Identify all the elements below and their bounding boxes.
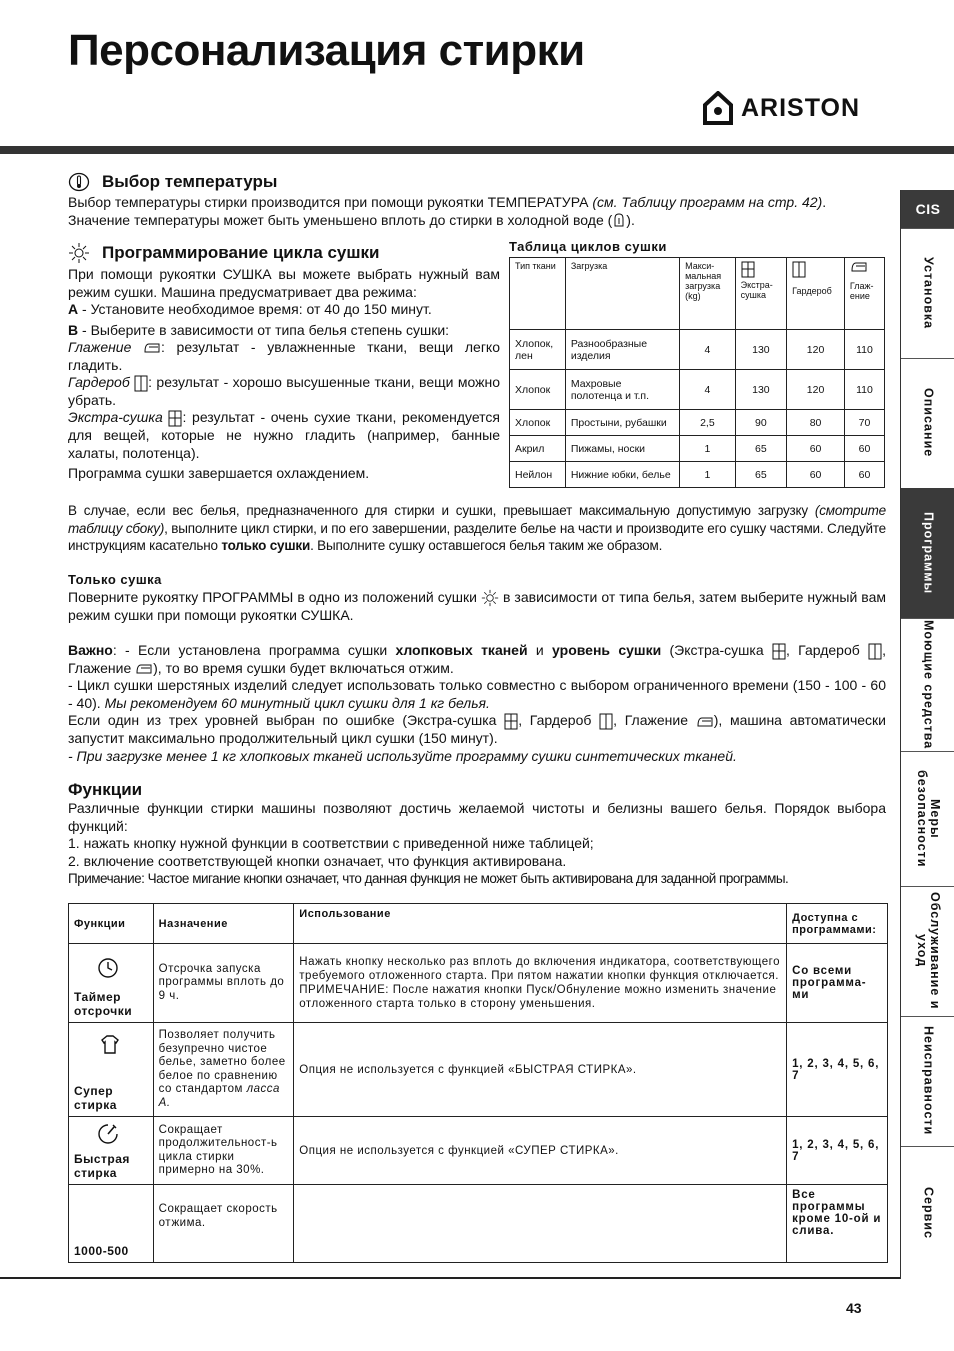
wardrobe-icon xyxy=(792,261,806,278)
sidebar-item-label: Моющие средства xyxy=(921,619,936,750)
wardrobe-icon xyxy=(134,375,148,392)
iron-icon xyxy=(850,261,868,273)
drying-sun-icon xyxy=(481,589,499,607)
drying-heading: Программирование цикла сушки xyxy=(102,243,380,262)
sidebar-item-cis[interactable] xyxy=(901,190,954,229)
functions-note: Примечание: Частое мигание кнопки означает, что данная функция не может быть активирована для заданной программы. xyxy=(68,871,789,886)
cold-water-icon xyxy=(612,213,626,228)
table-row: 1000-500 Сокращает скорость отжима. Все программы кроме 10-ой и слива. xyxy=(69,1185,888,1263)
sidebar-item-label: Меры безопасности xyxy=(915,769,942,868)
brand-name: ARISTON xyxy=(741,93,861,122)
drying-cycles-table xyxy=(509,257,885,488)
quick-wash-icon xyxy=(96,1122,120,1146)
dry-table-title: Таблица циклов сушки xyxy=(509,239,667,254)
sidebar-item-label: CIS xyxy=(915,200,941,217)
dry-only-text: Поверните рукоятку ПРОГРАММЫ в одно из положений сушки в зависимости от типа белья, затем выберите нужный вам режим сушки при помощи рукоятки СУШКА. xyxy=(68,589,886,624)
table-row: Нейлон Нижние юбки, белье 1 65 60 60 xyxy=(510,462,885,488)
drying-section xyxy=(68,242,500,483)
sidebar-item-maintenance[interactable] xyxy=(901,886,954,1017)
drying-wardrobe: Гардероб : результат - хорошо высушенные ткани, вещи можно убрать. xyxy=(68,374,500,408)
extra-dry-icon xyxy=(504,713,518,730)
header-max: Макси-мальная загрузка (kg) xyxy=(680,258,736,330)
header-extra: Экстра-сушка xyxy=(735,258,787,330)
functions-heading: Функции xyxy=(68,780,143,799)
important-p2: - Цикл сушки шерстяных изделий следует использовать только совместно с выбором ограниченного времени (150 - 100 - 60 - 40). Мы рекомендуем 60 минутный цикл сушки для 1 кг белья. xyxy=(68,677,886,711)
header-iron: Глаж-ение xyxy=(844,258,884,330)
sidebar-item-troubleshooting[interactable] xyxy=(901,1016,954,1147)
sidebar-item-installation[interactable] xyxy=(901,228,954,359)
header-func: Функции xyxy=(69,904,154,944)
sidebar xyxy=(900,190,954,1279)
clock-icon xyxy=(96,956,120,980)
important-p4: - При загрузке менее 1 кг хлопковых тканей используйте программу сушки синтетических тканей. xyxy=(68,747,737,764)
header-type: Тип ткани xyxy=(510,258,566,330)
table-row: Хлопок, лен Разнообразные изделия 4 130 120 110 xyxy=(510,330,885,370)
header-bar xyxy=(0,146,954,154)
dry-only-heading: Только сушка xyxy=(68,572,162,587)
temperature-heading: Выбор температуры xyxy=(102,172,278,191)
sidebar-item-service[interactable] xyxy=(901,1146,954,1279)
extra-dry-icon xyxy=(741,261,755,278)
function-spin-1000-500: 1000-500 xyxy=(69,1185,154,1263)
functions-table xyxy=(68,903,888,1263)
header-avail: Доступна с программами: xyxy=(787,904,888,944)
table-row: Быстрая стирка Сокращает продолжительност-ь цикла стирки примерно на 30%. Опция не используется с функцией «СУПЕР СТИРКА». 1, 2, 3, 4, 5, 6, 7 xyxy=(69,1117,888,1185)
page-number: 43 xyxy=(846,1300,862,1316)
drying-sun-icon xyxy=(68,242,90,264)
important-p3: Если один из трех уровней выбран по ошибке (Экстра-сушка , Гардероб , Глажение ), машина автоматически запустит максимально продолжительный цикл сушки (150 минут). xyxy=(68,712,886,747)
temperature-section xyxy=(68,172,886,229)
header-wardrobe: Гардероб xyxy=(787,258,845,330)
iron-icon xyxy=(135,663,153,675)
extra-dry-icon xyxy=(772,643,786,660)
house-logo-icon xyxy=(703,91,733,125)
sidebar-item-safety[interactable] xyxy=(901,751,954,887)
extra-dry-icon xyxy=(168,410,182,427)
functions-step1: 1. нажать кнопку нужной функции в соответствии с приведенной ниже таблицей; xyxy=(68,835,594,851)
table-row: Хлопок Простыни, рубашки 2,5 90 80 70 xyxy=(510,410,885,436)
drying-intro: При помощи рукоятки СУШКА вы можете выбрать нужный вам режим сушки. Машина предусматривает два режима: xyxy=(68,266,500,300)
functions-intro: Различные функции стирки машины позволяют достичь желаемой чистоты и белизны вашего белья. Порядок выбора функций: xyxy=(68,800,886,834)
table-row: Таймер отсрочки Отсрочка запуска программы вплоть до 9 ч. Нажать кнопку несколько раз вплоть до включения индикатора, соответствующего требуемого отложенного старта. При пятом нажатии кнопки функция отключается. ПРИМЕЧАНИЕ: После нажатия кнопки Пуск/Обнуление можно изменить значение отложенного старта только в сторону уменьшения. Со всеми программа-ми xyxy=(69,944,888,1023)
sidebar-item-label: Сервис xyxy=(921,1186,936,1239)
important-section xyxy=(68,642,886,765)
function-delay-timer: Таймер отсрочки xyxy=(69,944,154,1023)
function-quick-wash: Быстрая стирка xyxy=(69,1117,154,1185)
sidebar-item-label: Программы xyxy=(921,511,936,595)
header-load: Загрузка xyxy=(565,258,679,330)
iron-icon xyxy=(143,342,161,354)
functions-step2: 2. включение соответствующей кнопки означает, что функция активирована. xyxy=(68,852,567,869)
sidebar-item-description[interactable] xyxy=(901,358,954,489)
sidebar-item-label: Неисправности xyxy=(921,1026,936,1136)
dry-only-section xyxy=(68,572,886,625)
iron-icon xyxy=(696,716,714,728)
shirt-icon xyxy=(98,1032,122,1056)
drying-iron: Глажение : результат - увлажненные ткани, вещи легко гладить. xyxy=(68,339,501,373)
sidebar-item-label: Обслуживание и уход xyxy=(915,892,942,1010)
sidebar-item-label: Установка xyxy=(921,256,936,330)
important-p1: Важно: - Если установлена программа сушки хлопковых тканей и уровень сушки (Экстра-сушка , Гардероб , Глажение ), то во время сушки будет включаться отжим. xyxy=(68,642,886,676)
drying-option-b: B - Выберите в зависимости от типа белья степень сушки: xyxy=(68,321,450,338)
thermometer-icon xyxy=(68,172,90,192)
footer-rule xyxy=(0,1277,900,1279)
ariston-logo xyxy=(703,90,860,126)
function-super-wash: Супер стирка xyxy=(69,1023,154,1117)
drying-option-a: A - Установите необходимое время: от 40 до 150 минут. xyxy=(68,301,432,317)
page-title: Персонализация стирки xyxy=(68,26,585,75)
header-usage: Использование xyxy=(294,904,787,944)
sidebar-item-programs[interactable] xyxy=(901,488,954,619)
sidebar-item-label: Описание xyxy=(921,388,936,458)
wardrobe-icon xyxy=(868,643,882,660)
table-row: Супер стирка Позволяет получить безупречно чистое белье, заметно более белое по сравнению со стандартом ласса А. Опция не используется с функцией «БЫСТРАЯ СТИРКА». 1, 2, 3, 4, 5, 6, 7 xyxy=(69,1023,888,1117)
overload-text: В случае, если вес белья, предназначенного для стирки и сушки, превышает максимальную допустимую загрузку (смотрите таблицу сбоку), выполните цикл стирки, и по его завершении, разделите белье на части и производите его сушку частями. Следуйте инструкциям касательно только сушки. Выполните сушку оставшегося белья таким же образом. xyxy=(68,503,886,553)
functions-section xyxy=(68,780,886,888)
temperature-text: Выбор температуры стирки производится при помощи рукоятки ТЕМПЕРАТУРА (см. Таблицу программ на стр. 42). Значение температуры может быть уменьшено вплоть до стирки в холодной воде ( ). xyxy=(68,194,827,228)
table-row: Хлопок Махровые полотенца и т.п. 4 130 120 110 xyxy=(510,370,885,410)
table-row: Акрил Пижамы, носки 1 65 60 60 xyxy=(510,436,885,462)
sidebar-item-detergents[interactable] xyxy=(901,618,954,752)
header-purpose: Назначение xyxy=(153,904,294,944)
drying-end: Программа сушки завершается охлаждением. xyxy=(68,465,370,482)
drying-extra: Экстра-сушка : результат - очень сухие ткани, рекомендуется для вещей, которые не нужно гладить (например, банные халаты, полотенца). xyxy=(68,409,501,461)
wardrobe-icon xyxy=(599,713,613,730)
